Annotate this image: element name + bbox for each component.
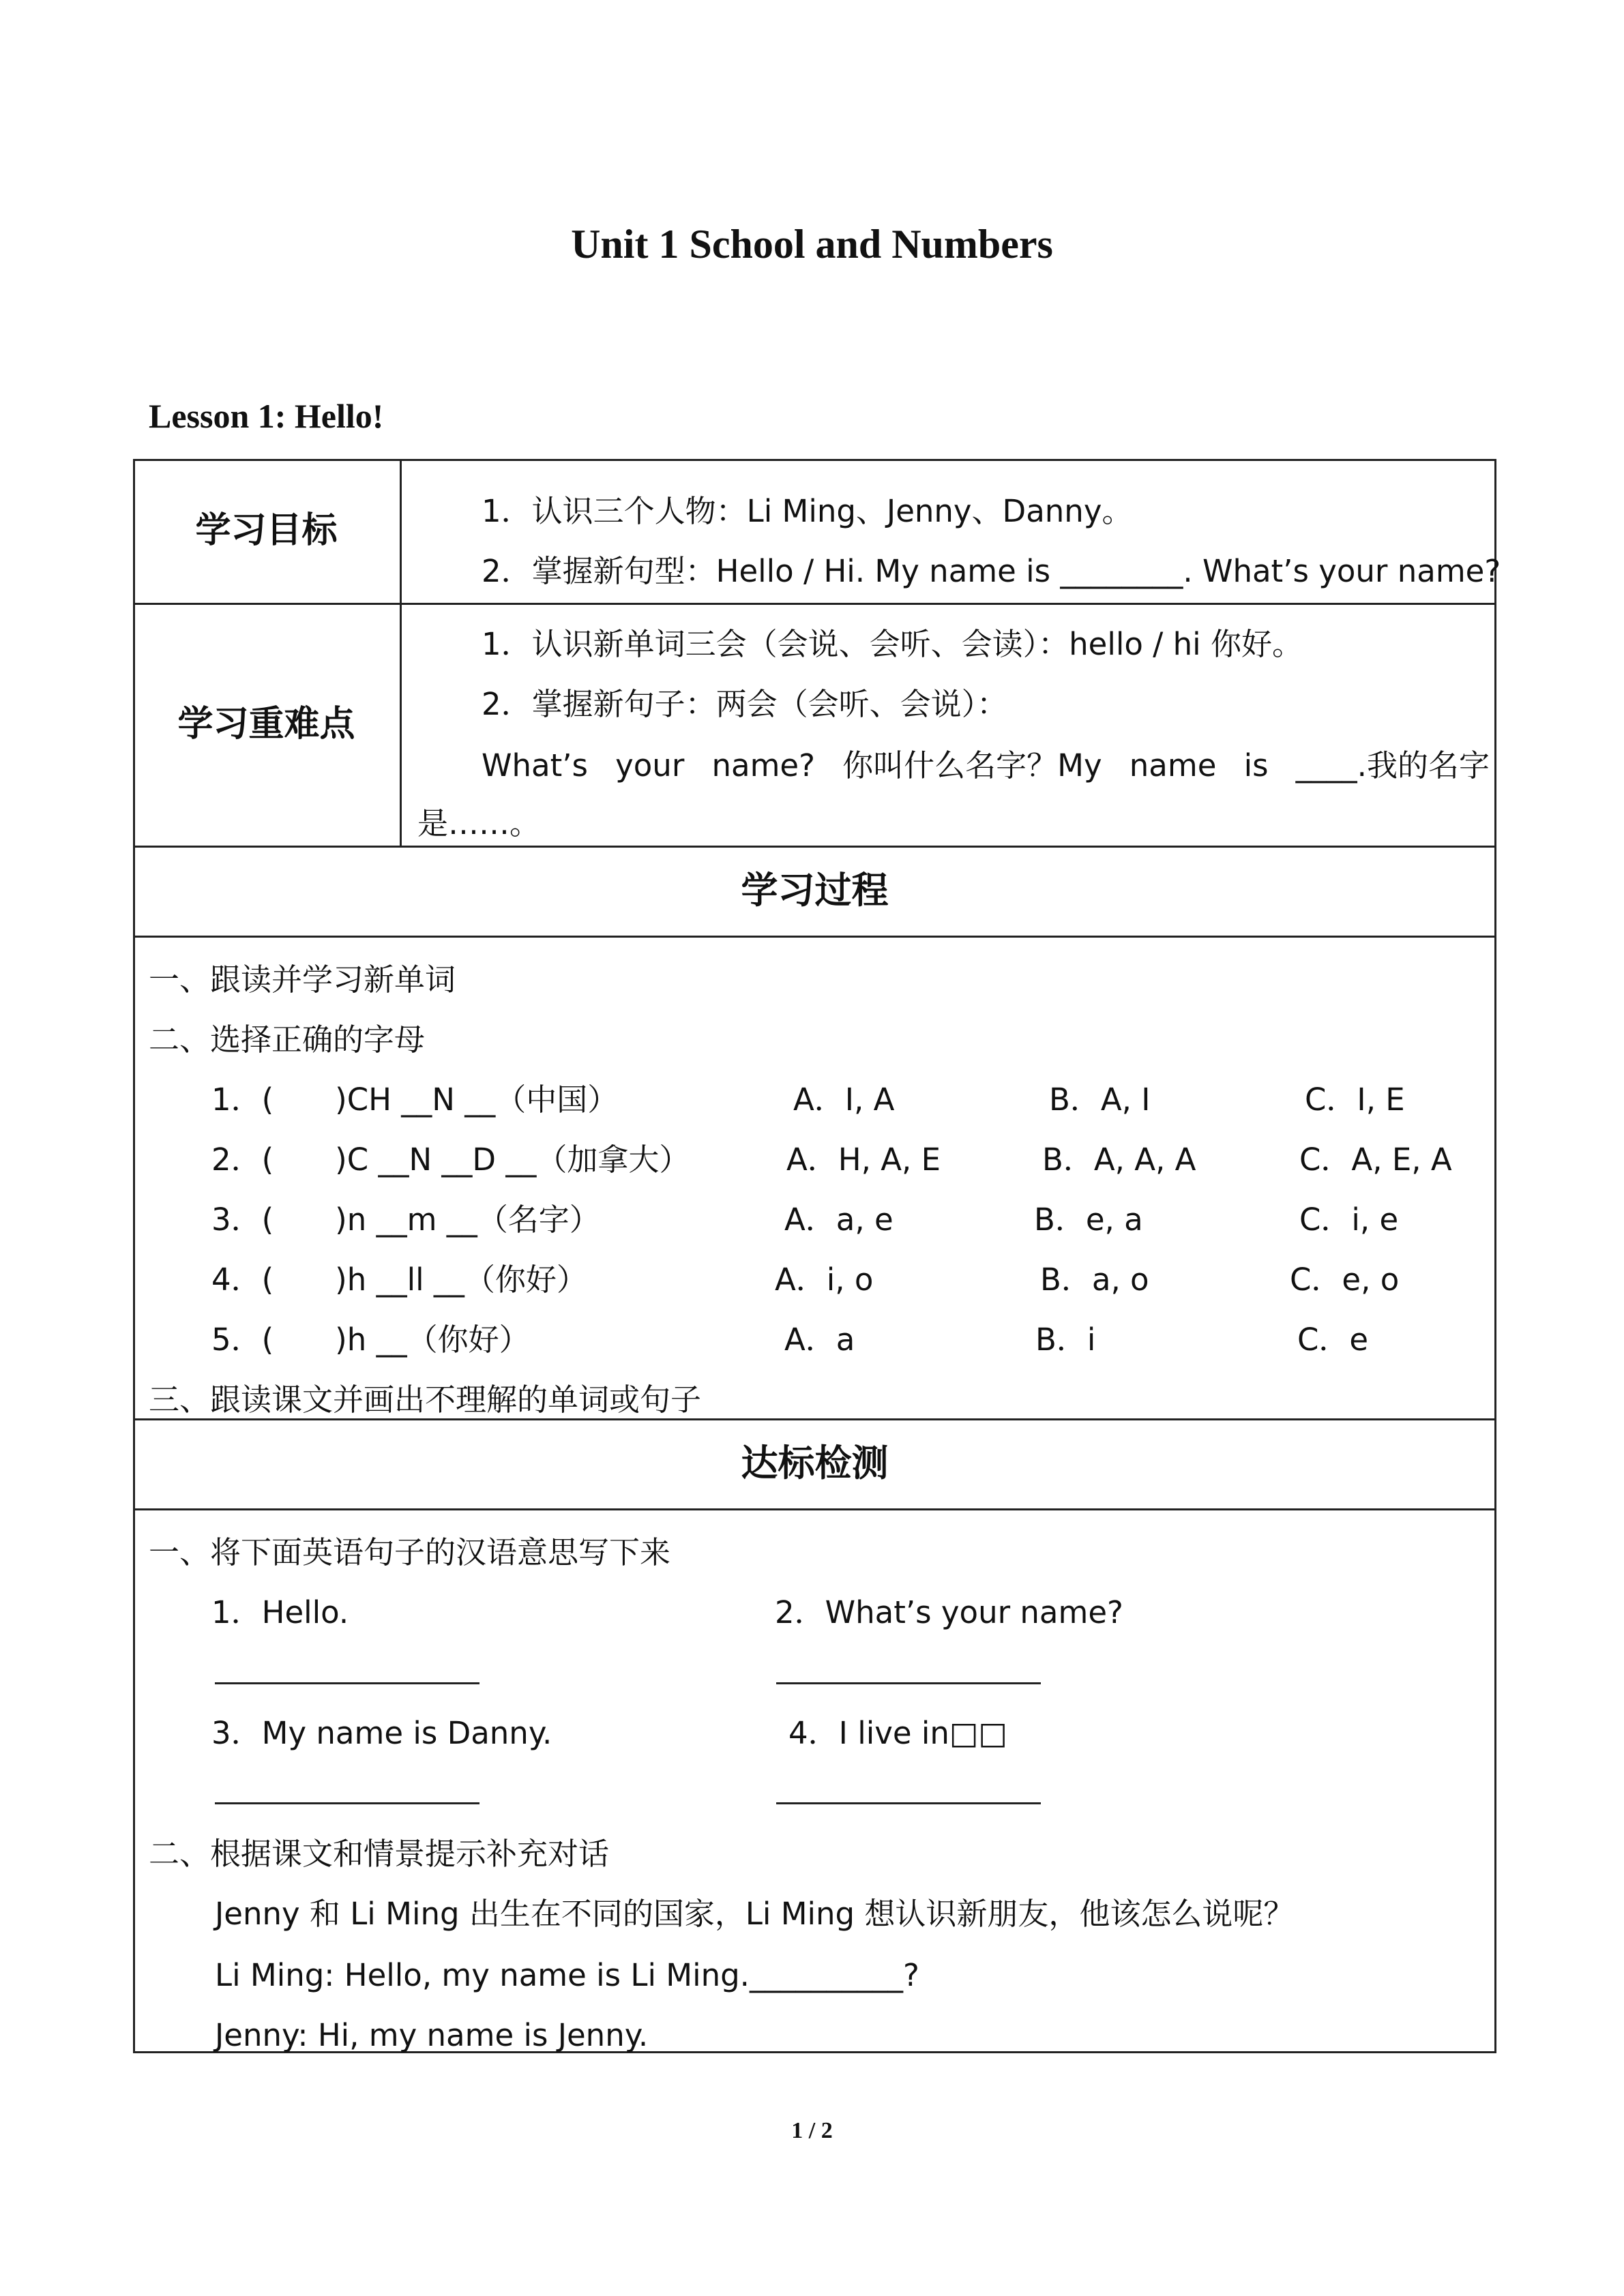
objective-2: 2．掌握新句型：Hello / Hi. My name is ________. What’s your name? (482, 553, 1501, 589)
check-heading: 达标检测 (741, 1442, 889, 1485)
key-point-3-word: name (1129, 747, 1217, 784)
process-section-3: 三、跟读课文并画出不理解的单词或句子 (149, 1382, 702, 1418)
key-point-3-word: ____.我的名字 (1295, 747, 1490, 784)
choice-question: 4．( )h __ll __（你好） (211, 1262, 587, 1298)
choice-option-b: B．e, a (1034, 1202, 1143, 1238)
key-point-3-word: your (615, 747, 685, 784)
translate-q3: 3．My name is Danny. (211, 1715, 552, 1751)
row-divider (133, 1508, 1496, 1510)
choice-option-a: A．i, o (775, 1262, 874, 1298)
choice-option-a: A．H, A, E (786, 1142, 941, 1178)
key-point-3-word: What’s (482, 747, 588, 784)
key-point-3-word: 你叫什么名字？My (842, 747, 1102, 784)
key-points-label: 学习重难点 (177, 704, 355, 745)
choice-option-c: C．e, o (1290, 1262, 1400, 1298)
page-title: Unit 1 School and Numbers (571, 222, 1053, 267)
column-divider (400, 459, 402, 848)
page-number: 1 / 2 (791, 2118, 833, 2143)
check-section-2: 二、根据课文和情景提示补充对话 (149, 1836, 610, 1872)
choice-option-a: A．I, A (793, 1082, 895, 1118)
choice-question: 5．( )h __（你好） (211, 1322, 530, 1358)
choice-option-b: B．i (1035, 1322, 1096, 1358)
choice-option-a: A．a (784, 1322, 855, 1358)
process-section-1: 一、跟读并学习新单词 (149, 961, 456, 998)
translate-q4: 4．I live in□□ (788, 1715, 1007, 1751)
dialog-context: Jenny 和 Li Ming 出生在不同的国家，Li Ming 想认识新朋友，他该怎么说呢？ (215, 1896, 1295, 1932)
key-point-1: 1．认识新单词三会（会说、会听、会读）：hello / hi 你好。 (482, 626, 1303, 662)
choice-option-a: A．a, e (784, 1202, 894, 1238)
objectives-label: 学习目标 (195, 510, 338, 551)
answer-blank[interactable] (215, 1802, 479, 1804)
choice-question: 2．( )C __N __D __（加拿大） (211, 1142, 690, 1178)
choice-question: 1．( )CH __N __（中国） (211, 1082, 619, 1118)
process-section-2: 二、选择正确的字母 (149, 1022, 426, 1058)
choice-option-c: C．i, e (1299, 1202, 1399, 1238)
choice-option-b: B．a, o (1040, 1262, 1149, 1298)
choice-question: 3．( )n __m __（名字） (211, 1202, 600, 1238)
choice-option-b: B．A, A, A (1042, 1142, 1196, 1178)
key-point-3-word: is (1243, 747, 1269, 784)
objective-1: 1．认识三个人物：Li Ming、Jenny、Danny。 (482, 493, 1133, 529)
key-point-3 (482, 745, 1490, 786)
dialog-line-jenny: Jenny: Hi, my name is Jenny. (215, 2017, 649, 2053)
lesson-heading: Lesson 1: Hello! (149, 397, 384, 435)
key-point-4: 是……。 (417, 805, 541, 841)
answer-blank[interactable] (776, 1682, 1041, 1684)
key-point-2: 2．掌握新句子：两会（会听、会说）： (482, 686, 1008, 722)
choice-option-c: C．A, E, A (1299, 1142, 1452, 1178)
check-section-1: 一、将下面英语句子的汉语意思写下来 (149, 1534, 671, 1570)
row-divider (133, 846, 1496, 848)
row-divider (133, 603, 1496, 605)
choice-option-b: B．A, I (1049, 1082, 1151, 1118)
process-heading: 学习过程 (741, 869, 889, 912)
choice-option-c: C．e (1297, 1322, 1369, 1358)
choice-option-c: C．I, E (1305, 1082, 1405, 1118)
translate-q2: 2．What’s your name? (775, 1594, 1123, 1630)
key-point-3-word: name? (711, 747, 815, 784)
answer-blank[interactable] (215, 1682, 479, 1684)
answer-blank[interactable] (776, 1802, 1041, 1804)
translate-q1: 1．Hello. (211, 1594, 349, 1630)
row-divider (133, 936, 1496, 938)
dialog-line-liming: Li Ming: Hello, my name is Li Ming.__________? (215, 1957, 919, 1993)
